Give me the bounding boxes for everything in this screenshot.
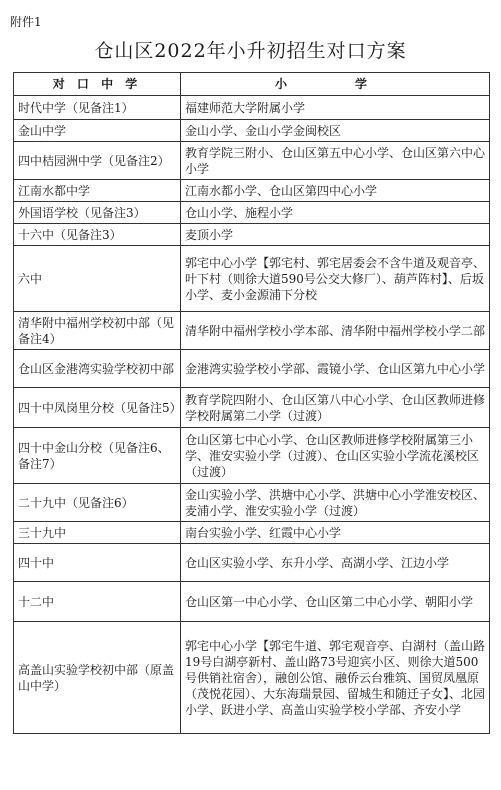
primary-schools-cell: 仓山小学、施程小学: [181, 202, 490, 224]
table-row: [14, 180, 490, 202]
middle-school-cell: 四十中金山分校（见备注6、备注7）: [14, 428, 181, 484]
attachment-label: 附件1: [10, 15, 42, 29]
middle-school-cell: 时代中学（见备注1）: [14, 96, 181, 120]
middle-school-cell: 高盖山实验学校初中部（原盖山中学）: [14, 622, 181, 734]
table-row: [14, 622, 490, 734]
table-row: [14, 388, 490, 428]
allocation-table: [13, 72, 490, 734]
primary-schools-cell: 教育学院四附小、仓山区第八中心小学、仓山区教师进修学校附属第二小学（过渡）: [181, 388, 490, 428]
primary-schools-cell: 金港湾实验学校小学部、霞镜小学、仓山区第九中心小学: [181, 350, 490, 388]
primary-schools-cell: 福建师范大学附属小学: [181, 96, 490, 120]
primary-schools-cell: 仓山区第七中心小学、仓山区教师进修学校附属第三小学、淮安实验小学（过渡）、仓山区实验小学流花溪校区（过渡）: [181, 428, 490, 484]
middle-school-cell: 六中: [14, 246, 181, 312]
table-row: [14, 522, 490, 544]
table-row: [14, 312, 490, 350]
header-primary-school: 小 学: [181, 73, 490, 96]
middle-school-cell: 三十九中: [14, 522, 181, 544]
table-row: [14, 484, 490, 522]
table-row: [14, 142, 490, 180]
middle-school-cell: 四十中凤岗里分校（见备注5）: [14, 388, 181, 428]
middle-school-cell: 四中桔园洲中学（见备注2）: [14, 142, 181, 180]
middle-school-cell: 四十中: [14, 544, 181, 582]
middle-school-cell: 外国语学校（见备注3）: [14, 202, 181, 224]
middle-school-cell: 清华附中福州学校初中部（见备注4）: [14, 312, 181, 350]
primary-schools-cell: 麦顶小学: [181, 224, 490, 246]
primary-schools-cell: 教育学院三附小、仓山区第五中心小学、仓山区第六中心小学: [181, 142, 490, 180]
table-row: [14, 582, 490, 622]
middle-school-cell: 仓山区金港湾实验学校初中部: [14, 350, 181, 388]
primary-schools-cell: 金山小学、金山小学金闽校区: [181, 120, 490, 142]
table-row: [14, 202, 490, 224]
table-row: [14, 428, 490, 484]
table-row: [14, 544, 490, 582]
primary-schools-cell: 金山实验小学、洪塘中心小学、洪塘中心小学淮安校区、麦浦小学、淮安实验小学（过渡）: [181, 484, 490, 522]
primary-schools-cell: 仓山区实验小学、东升小学、高湖小学、江边小学: [181, 544, 490, 582]
middle-school-cell: 江南水都中学: [14, 180, 181, 202]
table-row: [14, 246, 490, 312]
table-row: [14, 120, 490, 142]
primary-schools-cell: 仓山区第一中心小学、仓山区第二中心小学、朝阳小学: [181, 582, 490, 622]
middle-school-cell: 二十九中（见备注6）: [14, 484, 181, 522]
middle-school-cell: 十二中: [14, 582, 181, 622]
primary-schools-cell: 郭宅中心小学【郭宅牛道、郭宅观音亭、白湖村（盖山路19号白湖亭新村、盖山路73号迎宾小区、则徐大道500号供销社宿舍），融创公馆、融侨云台雅筑、国贸凤凰原（茂悦花园）、大东海瑞景园、留城生和随迁子女】、北园小学、跃进小学、高盖山实验学校小学部、齐安小学: [181, 622, 490, 734]
table-row: [14, 96, 490, 120]
primary-schools-cell: 清华附中福州学校小学本部、清华附中福州学校小学二部: [181, 312, 490, 350]
primary-schools-cell: 南台实验小学、红霞中心小学: [181, 522, 490, 544]
document-title: 仓山区2022年小升初招生对口方案: [94, 40, 407, 62]
primary-schools-cell: 江南水都小学、仓山区第四中心小学: [181, 180, 490, 202]
middle-school-cell: 十六中（见备注3）: [14, 224, 181, 246]
table-row: [14, 224, 490, 246]
primary-schools-cell: 郭宅中心小学【郭宅村、郭宅居委会不含牛道及观音亭、叶下村（则徐大道590号公交大修厂）、葫芦阵村】、后坂小学、麦小金源浦下分校: [181, 246, 490, 312]
header-middle-school: 对 口 中 学: [14, 73, 181, 96]
table-header-row: [14, 73, 490, 96]
middle-school-cell: 金山中学: [14, 120, 181, 142]
table-row: [14, 350, 490, 388]
